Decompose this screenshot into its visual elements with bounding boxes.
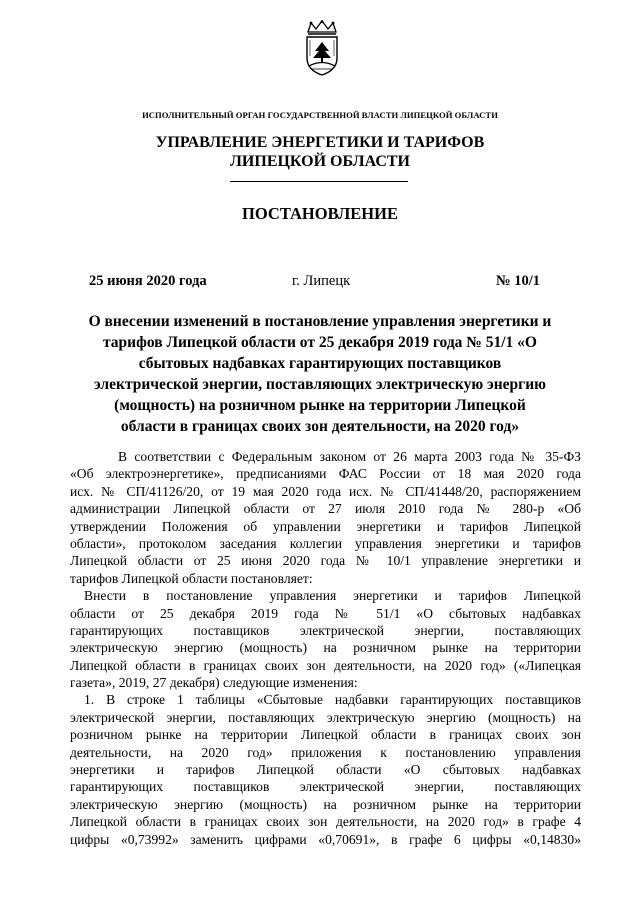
document-title-line: сбытовых надбавках гарантирующих поставщиков <box>138 355 502 372</box>
body-line: гарантирующих поставщиков электрической энергии, поставляющих <box>70 779 581 795</box>
organization-name-line: УПРАВЛЕНИЕ ЭНЕРГЕТИКИ И ТАРИФОВ <box>155 134 485 151</box>
body-line: деятельности, на 2020 год» приложения к постановлению управления <box>70 744 581 760</box>
document-title-line: электрической энергии, поставляющих электрическую энергию <box>94 376 546 393</box>
body-line: администрации Липецкой области от 27 июля 2010 года № 280-р «Об <box>70 501 581 517</box>
document-body <box>70 448 581 848</box>
body-line: Внести в постановление управления энергетики и тарифов Липецкой <box>84 588 581 604</box>
document-meta-line <box>0 273 640 291</box>
issuer-name: ИСПОЛНИТЕЛЬНЫЙ ОРГАН ГОСУДАРСТВЕННОЙ ВЛАСТИ ЛИПЕЦКОЙ ОБЛАСТИ <box>142 110 498 120</box>
body-line: Липецкой области в границах своих зон деятельности, на 2020 год» («Липецкая <box>70 657 581 673</box>
body-line: В соответствии с Федеральным законом от 26 марта 2003 года № 35-ФЗ <box>118 449 581 464</box>
body-line: утверждении Положения об управлении энергетики и тарифов Липецкой <box>70 518 581 534</box>
body-line: цифры «0,73992» заменить цифрами «0,70691», в графе 6 цифры «0,14830» <box>70 831 581 847</box>
body-line: Липецкой области в границах своих зон деятельности, на 2020 год» в графе 4 <box>70 814 581 830</box>
organization-name <box>0 133 640 171</box>
body-line: электрическую энергию (мощность) на розничном рынке на территории <box>70 796 581 812</box>
body-line: области», протоколом заседания коллегии управления энергетики и тарифов <box>70 535 581 551</box>
body-line: Липецкой области от 25 июня 2020 года № 10/1 управление энергетики и <box>70 553 581 569</box>
document-title-line: тарифов Липецкой области от 25 декабря 2019 года № 51/1 «О <box>103 334 537 351</box>
body-line: «Об электроэнергетике», предписаниями ФАС России от 18 мая 2020 года <box>70 466 581 482</box>
body-paragraph <box>70 448 581 587</box>
organization-name-line: ЛИПЕЦКОЙ ОБЛАСТИ <box>230 153 410 170</box>
body-line: области от 25 декабря 2019 года № 51/1 «О сбытовых надбавках <box>70 605 581 621</box>
document-city: г. Липецк <box>292 273 351 289</box>
body-line: исх. № СП/41126/20, от 19 мая 2020 года исх. № СП/41448/20, распоряжением <box>70 483 581 499</box>
document-title-line: О внесении изменений в постановление управления энергетики и <box>88 313 552 330</box>
body-line: гарантирующих поставщиков электрической энергии, поставляющих <box>70 622 581 638</box>
document-title-line: (мощность) на розничном рынке на территории Липецкой <box>114 397 526 414</box>
body-paragraph <box>70 691 581 848</box>
body-line: газета», 2019, 27 декабря) следующие изменения: <box>70 675 358 691</box>
document-number: № 10/1 <box>496 273 540 289</box>
document-title <box>64 311 576 437</box>
body-line: тарифов Липецкой области постановляет: <box>70 570 313 586</box>
body-line: 1. В строке 1 таблицы «Сбытовые надбавки гарантирующих поставщиков <box>84 692 581 708</box>
document-date: 25 июня 2020 года <box>89 273 207 289</box>
header-divider <box>230 181 408 182</box>
lipetsk-coat-of-arms-icon <box>300 20 344 76</box>
body-line: розничном рынке на территории Липецкой области в границах своих зон <box>70 727 581 743</box>
body-line: энергетики и тарифов Липецкой области «О сбытовых надбавках <box>70 762 581 778</box>
body-line: электрическую энергию (мощность) на розничном рынке на территории <box>70 640 581 656</box>
body-line: электрической энергии, поставляющих электрическую энергию (мощность) на <box>70 709 581 725</box>
document-title-line: области в границах своих зон деятельности, на 2020 год» <box>120 418 520 435</box>
body-paragraph <box>70 587 581 691</box>
document-type: ПОСТАНОВЛЕНИЕ <box>242 204 398 223</box>
